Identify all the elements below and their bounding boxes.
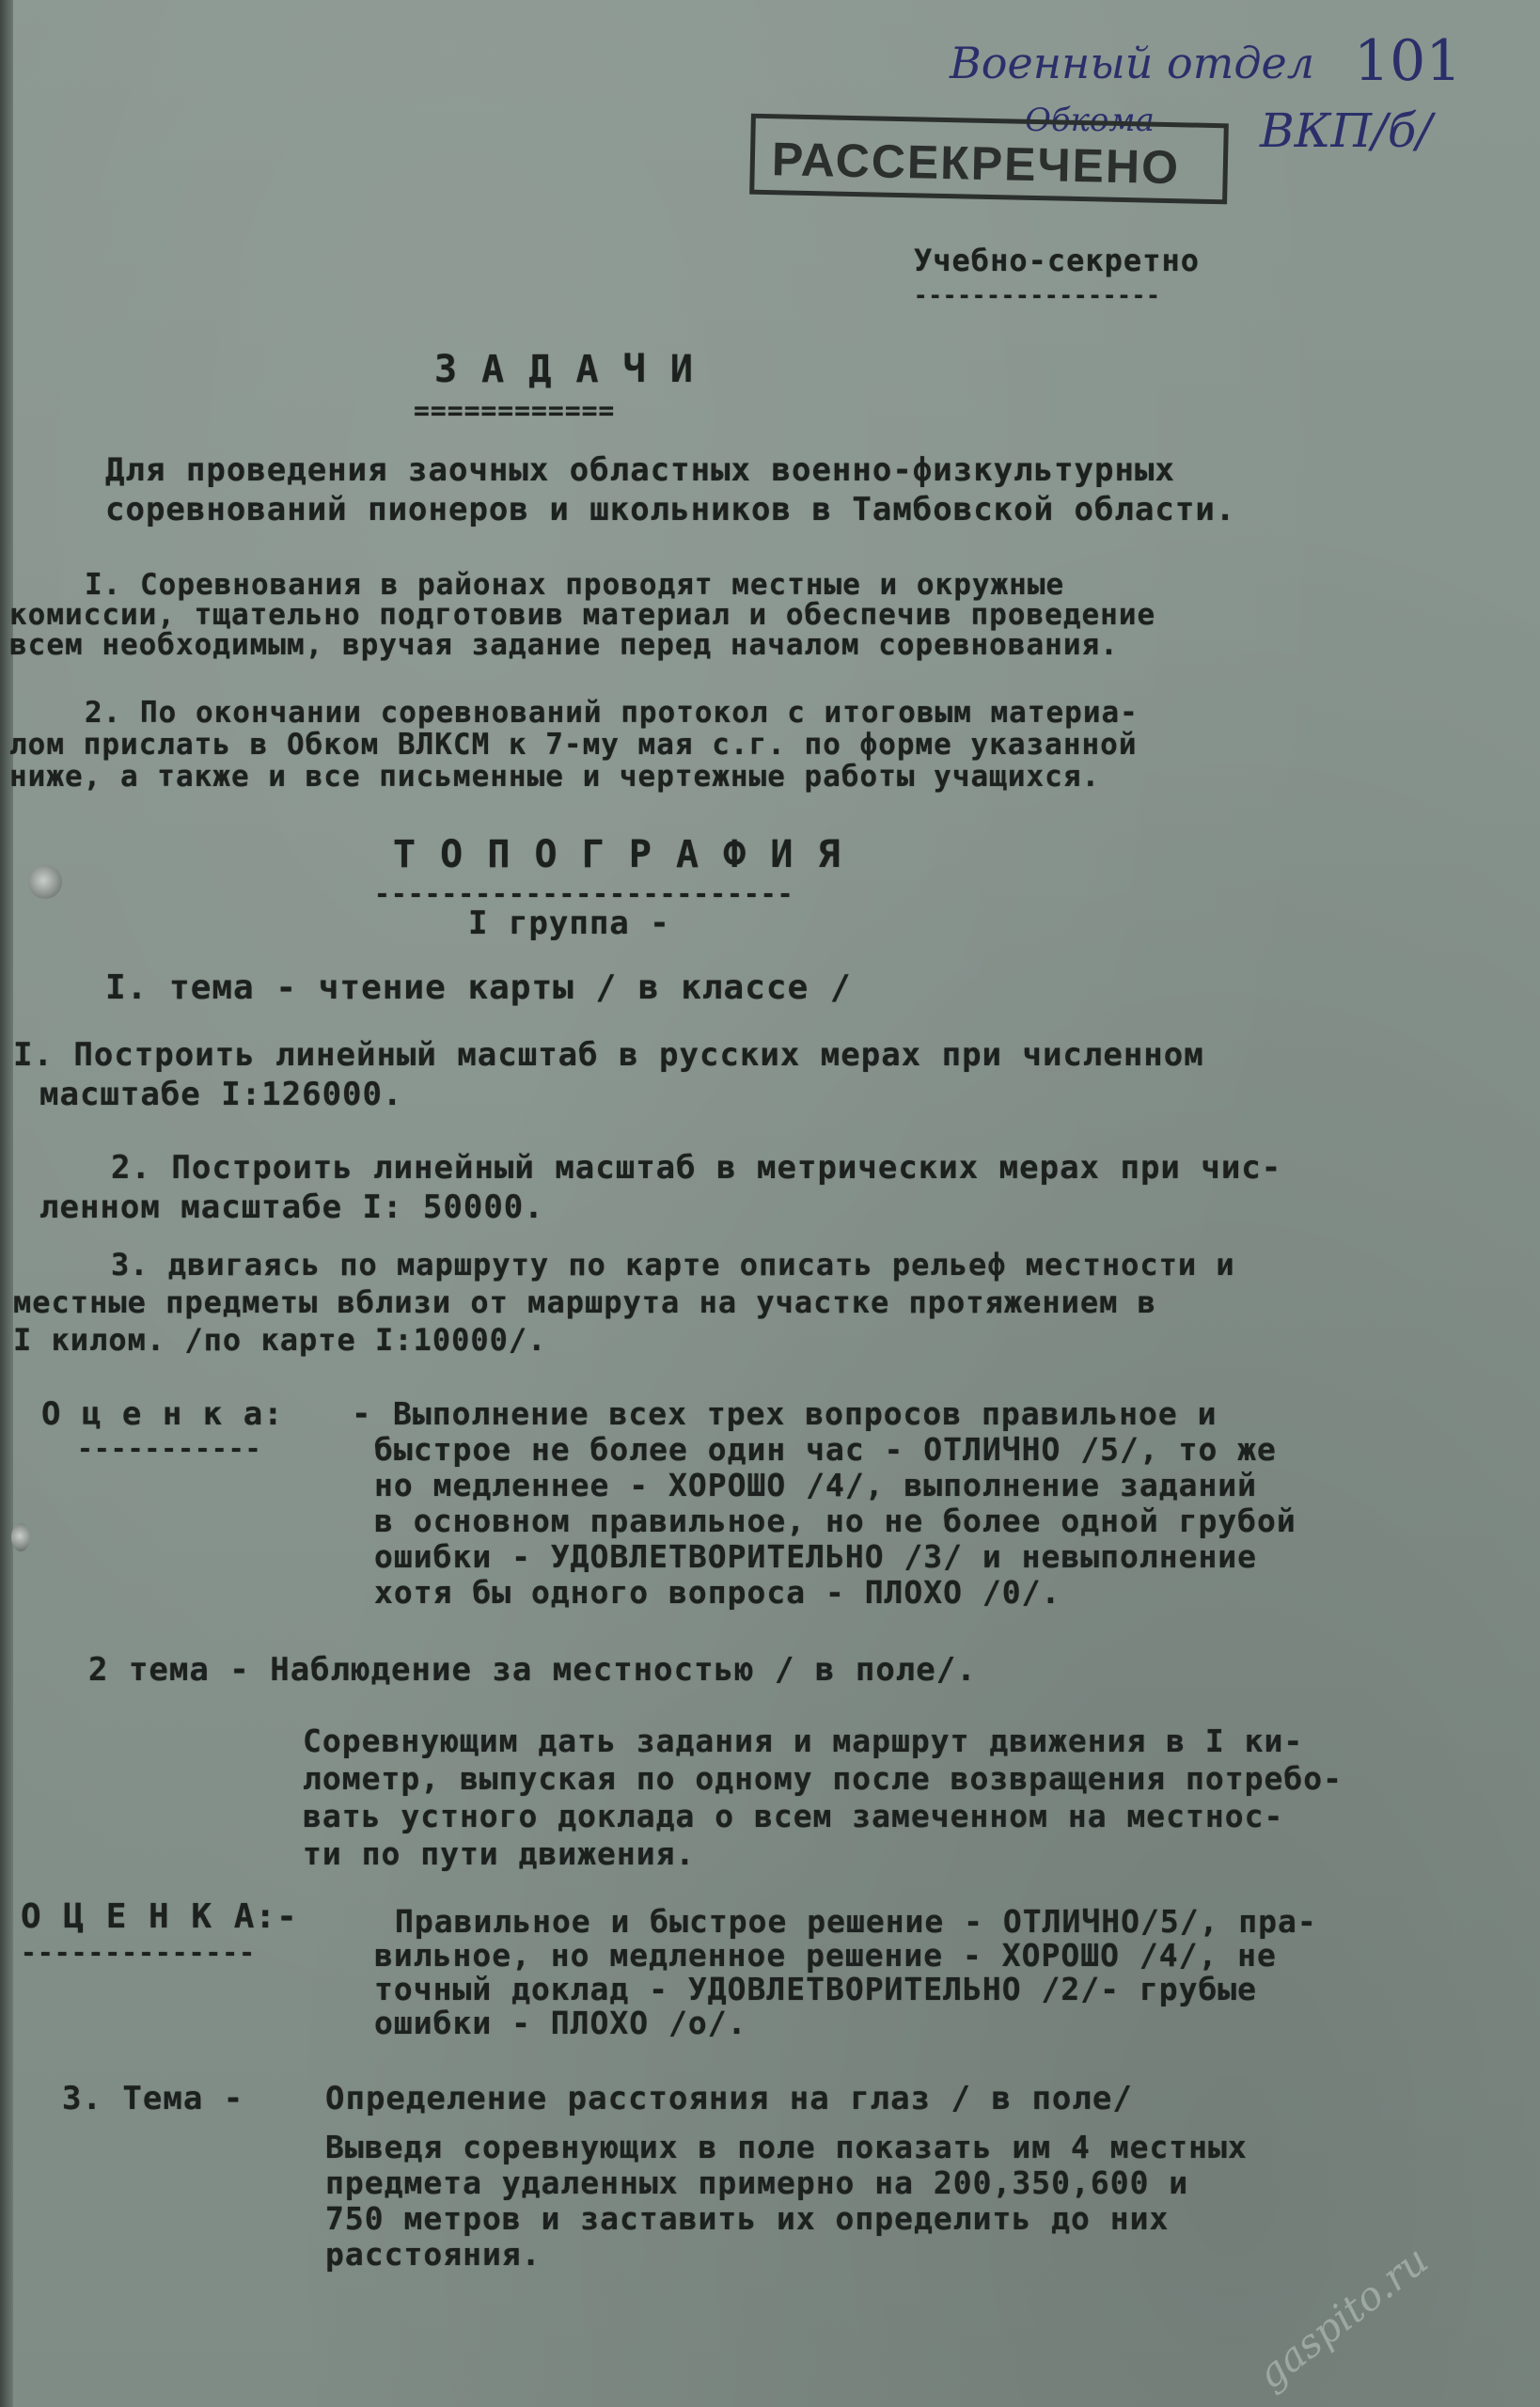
theme1-grade-line-3: но медленнее - ХОРОШО /4/, выполнение заданий xyxy=(374,1467,1258,1503)
intro-p2-line-1: 2. По окончании соревнований протокол с итоговым материа- xyxy=(85,696,1139,730)
theme1-task3-line-3: I килом. /по карте I:10000/. xyxy=(13,1322,547,1358)
theme1-task1-line-2: масштабе I:126000. xyxy=(39,1076,403,1113)
theme1-grade-line-6: хотя бы одного вопроса - ПЛОХО /0/. xyxy=(374,1574,1061,1611)
handwritten-party: ВКП/б/ xyxy=(1260,103,1433,158)
theme2-grade-line-2: вильное, но медленное решение - ХОРОШО /4/, не xyxy=(374,1937,1277,1974)
theme1-task3-line-2: местные предметы вблизи от маршрута на участке протяжением в xyxy=(13,1284,1156,1320)
classification-label: Учебно-секретно xyxy=(914,243,1200,278)
punch-hole-top xyxy=(28,865,62,899)
theme3-text-line-1: Выведя соревнующих в поле показать им 4 местных xyxy=(325,2129,1248,2165)
theme1-task3-line-1: 3. двигаясь по маршруту по карте описать рельеф местности и xyxy=(111,1247,1235,1282)
theme3-text-line-3: 750 метров и заставить их определить до них xyxy=(325,2200,1170,2237)
theme1-grade-line-5: ошибки - УДОВЛЕТВОРИТЕЛЬНО /3/ и невыполнение xyxy=(374,1538,1258,1575)
classification-underline: ----------------- xyxy=(914,282,1161,308)
handwritten-obkom: Обкома xyxy=(1025,102,1155,139)
theme2-text-line-1: Соревнующим дать задания и маршрут движения в I ки- xyxy=(303,1723,1304,1759)
handwritten-number: 101 xyxy=(1354,28,1462,94)
theme1-task1-line-1: I. Построить линейный масштаб в русских мерах при численном xyxy=(13,1036,1204,1074)
declassified-stamp xyxy=(749,114,1229,205)
document-title: З А Д А Ч И xyxy=(434,348,694,391)
intro-p1-line-2: комиссии, тщательно подготовив материал и обеспечив проведение xyxy=(9,598,1156,632)
subtitle-line-1: Для проведения заочных областных военно-физкультурных xyxy=(105,451,1175,489)
theme2-text-line-4: ти по пути движения. xyxy=(303,1835,696,1872)
theme2-heading: 2 тема - Наблюдение за местностью / в поле/. xyxy=(88,1651,977,1689)
theme1-heading: I. тема - чтение карты / в классе / xyxy=(105,968,852,1007)
theme3-text-line-2: предмета удаленных примерно на 200,350,600 и xyxy=(325,2164,1189,2201)
theme1-grade-line-4: в основном правильное, но не более одной грубой xyxy=(374,1502,1296,1539)
page-edge xyxy=(0,0,13,2407)
theme1-grade-label: О ц е н к а: xyxy=(41,1395,284,1433)
theme2-grade-underline: -------------- xyxy=(21,1937,257,1968)
theme1-grade-dash: - xyxy=(352,1395,372,1433)
site-watermark: gaspito.ru xyxy=(1248,2236,1437,2399)
theme1-task2-line-1: 2. Построить линейный масштаб в метрических мерах при чис- xyxy=(111,1149,1282,1187)
theme1-grade-underline: ----------- xyxy=(77,1433,262,1464)
theme2-grade-line-3: точный доклад - УДОВЛЕТВОРИТЕЛЬНО /2/- грубые xyxy=(374,1971,1258,2007)
theme3-text-line-4: расстояния. xyxy=(325,2236,542,2273)
theme1-task2-line-2: ленном масштабе I: 50000. xyxy=(39,1188,544,1226)
theme2-text-line-2: лометр, выпуская по одному после возвращения потребо- xyxy=(303,1760,1343,1797)
intro-p1-line-3: всем необходимым, вручая задание перед началом соревнования. xyxy=(9,628,1119,662)
theme1-grade-line-2: быстрое не более один час - ОТЛИЧНО /5/, то же xyxy=(374,1431,1277,1468)
intro-p2-line-3: ниже, а также и все письменные и чертежные работы учащихся. xyxy=(9,760,1101,794)
handwritten-department: Военный отдел xyxy=(950,38,1315,88)
theme3-label: 3. Тема - xyxy=(62,2080,244,2117)
intro-p1-line-1: I. Соревнования в районах проводят местные и окружные xyxy=(85,568,1065,602)
section-title-underline: ------------------------- xyxy=(374,878,794,909)
stamp-text: РАССЕКРЕЧЕНО xyxy=(771,133,1181,195)
theme3-heading: Определение расстояния на глаз / в поле/ xyxy=(325,2080,1133,2117)
document-title-underline: ============ xyxy=(414,395,616,426)
section-title: Т О П О Г Р А Ф И Я xyxy=(393,833,841,876)
theme2-text-line-3: вать устного доклада о всем замеченном на местнос- xyxy=(303,1798,1284,1834)
theme1-grade-line-1: Выполнение всех трех вопросов правильное и xyxy=(393,1395,1218,1432)
punch-hole-bottom xyxy=(11,1523,30,1551)
intro-p2-line-2: лом прислать в Обком ВЛКСМ к 7-му мая с.г. по форме указанной xyxy=(9,728,1138,762)
theme2-grade-label: О Ц Е Н К А:- xyxy=(21,1897,298,1936)
group-label: I группа - xyxy=(468,905,670,942)
subtitle-line-2: соревнований пионеров и школьников в Тамбовской области. xyxy=(105,491,1236,528)
theme2-grade-line-1: Правильное и быстрое решение - ОТЛИЧНО/5/, пра- xyxy=(395,1903,1317,1940)
theme2-grade-line-4: ошибки - ПЛОХО /о/. xyxy=(374,2005,747,2041)
